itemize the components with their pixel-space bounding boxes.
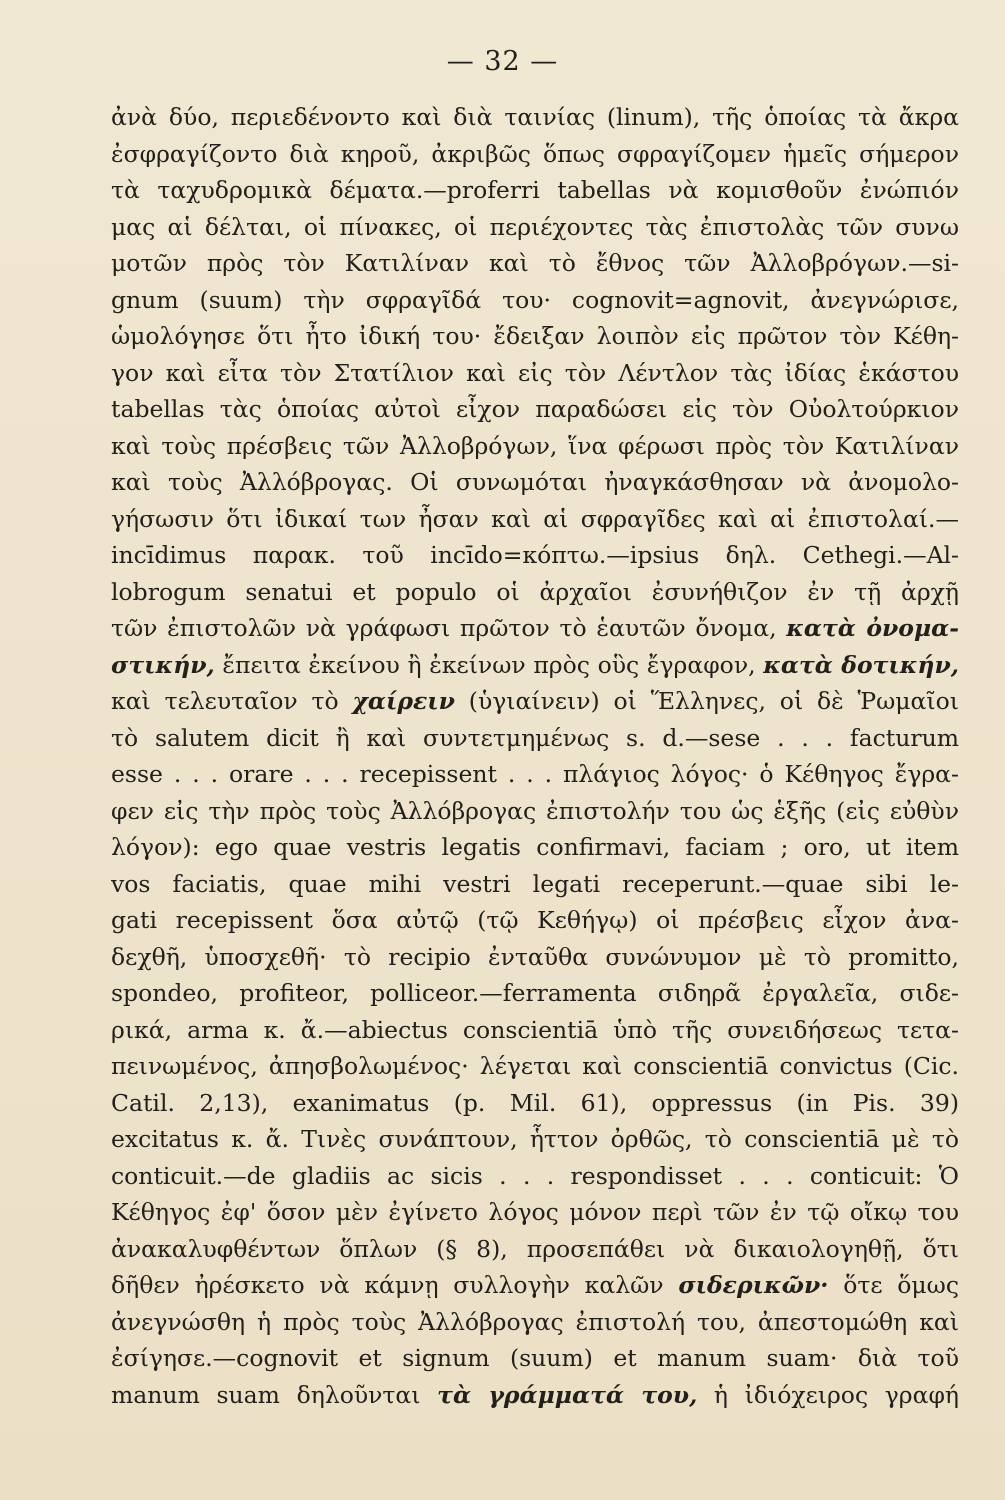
text-line	[111, 428, 959, 465]
text-segment: esse . . . orare . . . recepissent . . . πλάγιος λόγος· ὁ Κέθηγος ἔγρα-	[111, 760, 959, 788]
text-segment: incīdimus παρακ. τοῦ incīdo=κόπτω.—ipsius δηλ. Cethegi.—Al-	[111, 541, 959, 569]
text-line	[111, 902, 959, 939]
text-segment: ὅτε ὅμως	[828, 1271, 959, 1299]
text-segment: γον καὶ εἶτα τὸν Στατίλιον καὶ εἰς τὸν Λέντλον τὰς ἰδίας ἑκάστου	[111, 358, 959, 387]
text-line	[111, 391, 959, 428]
emphasized-text: στικήν,	[111, 650, 215, 679]
text-segment: καὶ τελευταῖον τὸ	[111, 687, 353, 715]
text-segment: καὶ τοὺς πρέσβεις τῶν Ἀλλοβρόγων, ἵνα φέρωσι πρὸς τὸν Κατιλίναν	[111, 431, 959, 460]
text-segment: vos faciatis, quae mihi vestri legati receperunt.—quae sibi le-	[111, 869, 959, 898]
text-line	[111, 610, 959, 647]
text-segment: μοτῶν πρὸς τὸν Κατιλίναν καὶ τὸ ἔθνος τῶν Ἀλλοβρόγων.—si-	[111, 249, 959, 277]
text-line	[111, 1267, 959, 1304]
emphasized-text: χαίρειν	[352, 687, 455, 715]
text-line	[111, 464, 959, 501]
text-segment: ἐσφραγίζοντο διὰ κηροῦ, ἀκριβῶς ὅπως σφραγίζομεν ἡμεῖς σήμερον	[111, 139, 959, 168]
text-line	[111, 939, 959, 976]
text-segment: ἡ ἰδιόχειρος γραφή	[697, 1380, 959, 1409]
text-line	[111, 1012, 959, 1049]
text-line	[111, 683, 959, 720]
text-line	[111, 756, 959, 793]
text-segment: μας αἱ δέλται, οἱ πίνακες, οἱ περιέχοντες τὰς ἐπιστολὰς τῶν συνω	[111, 212, 959, 241]
text-line	[111, 829, 959, 866]
text-line	[111, 136, 959, 173]
text-segment: excitatus κ. ἄ. Τινὲς συνάπτουν, ἧττον ὀρθῶς, τὸ conscientiā μὲ τὸ	[111, 1125, 959, 1153]
text-segment: λόγον): ego quae vestris legatis confirmavi, faciam ; oro, ut item	[111, 833, 959, 861]
text-line	[111, 1194, 959, 1231]
text-segment: τὸ salutem dicit ἢ καὶ συντετμημένως s. d.—sese . . . facturum	[111, 723, 959, 752]
text-line	[111, 866, 959, 903]
page-number: — 32 —	[446, 46, 559, 77]
text-line	[111, 1377, 959, 1414]
text-segment: ἔπειτα ἐκείνου ἢ ἐκείνων πρὸς οὓς ἔγραφον,	[214, 650, 764, 679]
text-line	[111, 245, 959, 282]
text-line	[111, 1085, 959, 1122]
text-segment: gati recepissent ὅσα αὐτῷ (τῷ Κεθήγῳ) οἱ πρέσβεις εἶχον ἀνα-	[111, 906, 959, 934]
text-line	[111, 501, 959, 538]
body-text	[111, 99, 959, 1413]
emphasized-text: σιδερικῶν·	[678, 1271, 829, 1299]
text-line	[111, 1231, 959, 1268]
text-segment: lobrogum senatui et populo οἱ ἀρχαῖοι ἐσυνήθιζον ἐν τῇ ἀρχῇ	[111, 577, 959, 606]
text-line	[111, 99, 959, 136]
emphasized-text: κατὰ δοτικήν,	[763, 650, 959, 679]
text-segment: ἐσίγησε.—cognovit et signum (suum) et manum suam· διὰ τοῦ	[111, 1344, 959, 1372]
text-segment: τῶν ἐπιστολῶν νὰ γράφωσι πρῶτον τὸ ἑαυτῶν ὄνομα,	[111, 614, 787, 642]
text-segment: φεν εἰς τὴν πρὸς τοὺς Ἀλλόβρογας ἐπιστολήν του ὡς ἑξῆς (εἰς εὐθὺν	[111, 796, 959, 825]
text-segment: gnum (suum) τὴν σφραγῖδά του· cognovit=agnovit, ἀνεγνώρισε,	[111, 285, 959, 314]
text-line	[111, 1304, 959, 1341]
emphasized-text: τὰ γράμματά του,	[437, 1380, 698, 1409]
text-line	[111, 1048, 959, 1085]
text-segment: ἀνακαλυφθέντων ὅπλων (§ 8), προσεπάθει νὰ δικαιολογηθῇ, ὅτι	[111, 1234, 959, 1263]
text-segment: γήσωσιν ὅτι ἰδικαί των ἦσαν καὶ αἱ σφραγῖδες καὶ αἱ ἐπιστολαί.—	[111, 504, 959, 533]
text-segment: ρικά, arma κ. ἄ.—abiectus conscientiā ὑπὸ τῆς συνειδήσεως τετα-	[111, 1015, 959, 1044]
text-segment: ὡμολόγησε ὅτι ἦτο ἰδική του· ἔδειξαν λοιπὸν εἰς πρῶτον τὸν Κέθη-	[111, 322, 959, 350]
text-segment: Κέθηγος ἐφ' ὅσον μὲν ἐγίνετο λόγος μόνον περὶ τῶν ἐν τῷ οἴκῳ του	[111, 1198, 959, 1226]
text-segment: spondeo, profiteor, polliceor.—ferramenta σιδηρᾶ ἐργαλεῖα, σιδε-	[111, 979, 959, 1007]
text-line	[111, 793, 959, 830]
text-segment: (ὑγιαίνειν) οἱ Ἕλληνες, οἱ δὲ Ῥωμαῖοι	[454, 687, 959, 715]
text-line	[111, 647, 959, 684]
text-line	[111, 172, 959, 209]
text-line	[111, 318, 959, 355]
text-line	[111, 720, 959, 757]
text-segment: manum suam δηλοῦνται	[111, 1380, 438, 1409]
text-line	[111, 1158, 959, 1195]
text-segment: conticuit.—de gladiis ac sicis . . . respondisset . . . conticuit: Ὁ	[111, 1161, 959, 1190]
text-line	[111, 355, 959, 392]
text-segment: ἀνεγνώσθη ἡ πρὸς τοὺς Ἀλλόβρογας ἐπιστολή του, ἀπεστομώθη καὶ	[111, 1307, 959, 1336]
text-segment: Catil. 2,13), exanimatus (p. Mil. 61), oppressus (in Pis. 39)	[111, 1088, 959, 1117]
text-segment: πεινωμένος, ἀπησβολωμένος· λέγεται καὶ conscientiā convictus (Cic.	[111, 1052, 959, 1080]
text-line	[111, 975, 959, 1012]
emphasized-text: κατὰ ὀνομα-	[786, 614, 959, 642]
text-segment: δεχθῆ, ὑποσχεθῆ· τὸ recipio ἐνταῦθα συνώνυμον μὲ τὸ promitto,	[111, 942, 959, 971]
text-segment: καὶ τοὺς Ἀλλόβρογας. Οἱ συνωμόται ἠναγκάσθησαν νὰ ἀνομολο-	[111, 468, 959, 496]
text-segment: τὰ ταχυδρομικὰ δέματα.—proferri tabellas νὰ κομισθοῦν ἐνώπιόν	[111, 176, 959, 204]
text-segment: ἀνὰ δύο, περιεδένοντο καὶ διὰ ταινίας (linum), τῆς ὁποίας τὰ ἄκρα	[111, 103, 959, 131]
text-segment: δῆθεν ἠρέσκετο νὰ κάμνῃ συλλογὴν καλῶν	[111, 1271, 679, 1299]
text-segment: tabellas τὰς ὁποίας αὐτοὶ εἶχον παραδώσει εἰς τὸν Οὐολτούρκιον	[111, 395, 959, 423]
text-line	[111, 537, 959, 574]
text-line	[111, 282, 959, 319]
text-line	[111, 1340, 959, 1377]
text-line	[111, 574, 959, 611]
text-line	[111, 209, 959, 246]
text-line	[111, 1121, 959, 1158]
